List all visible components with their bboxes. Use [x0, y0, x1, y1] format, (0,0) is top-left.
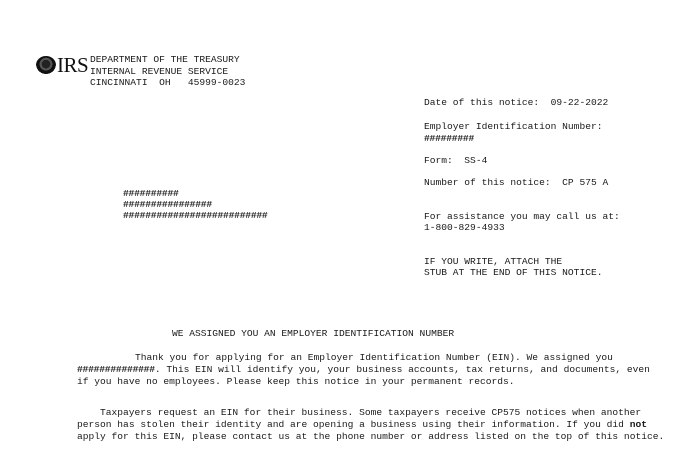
assistance-text: For assistance you may call us at: [424, 211, 620, 222]
agency-line-2: INTERNAL REVENUE SERVICE [90, 66, 229, 77]
ein-label: Employer Identification Number: [424, 121, 603, 132]
agency-line-1: DEPARTMENT OF THE TREASURY [90, 54, 240, 65]
address-line-1: ########## [123, 188, 179, 199]
notice-heading: WE ASSIGNED YOU AN EMPLOYER IDENTIFICATION NUMBER [172, 328, 455, 339]
address-line-2: ################ [123, 199, 212, 210]
irs-logo [36, 55, 88, 76]
notice-number: Number of this notice: CP 575 A [424, 177, 609, 188]
paragraph-2-emphasis: not [629, 419, 647, 430]
attach-instruction-2: STUB AT THE END OF THIS NOTICE. [424, 267, 603, 278]
paragraph-2-end: apply for this EIN, please contact us at the phone number or address listed on the top of this notice. [77, 431, 665, 442]
paragraph-1 [77, 352, 667, 388]
ein-value: ######### [424, 133, 475, 144]
assistance-phone: 1-800-829-4933 [424, 222, 505, 233]
paragraph-1-ein: ############## [77, 364, 155, 375]
address-line-3: ########################## [123, 210, 268, 221]
paragraph-1-intro: Thank you for applying for an Employer Identification Number (EIN). We assigned you [135, 352, 613, 363]
form-type: Form: SS-4 [424, 155, 488, 166]
irs-wordmark: IRS [57, 53, 89, 77]
notice-date: Date of this notice: 09-22-2022 [424, 97, 609, 108]
paragraph-2 [77, 407, 667, 443]
agency-line-3: CINCINNATI OH 45999-0023 [90, 77, 246, 88]
attach-instruction-1: IF YOU WRITE, ATTACH THE [424, 256, 563, 267]
eagle-seal-icon [36, 56, 56, 74]
paragraph-2-start: Taxpayers request an EIN for their business. Some taxpayers receive CP575 notices when another person has stolen their identity and are opening a business using their information. If you did [77, 407, 642, 430]
paragraph-1-rest: . This EIN will identify you, your business accounts, tax returns, and documents, even if you have no employees. Please keep this notice in your permanent records. [77, 364, 650, 387]
